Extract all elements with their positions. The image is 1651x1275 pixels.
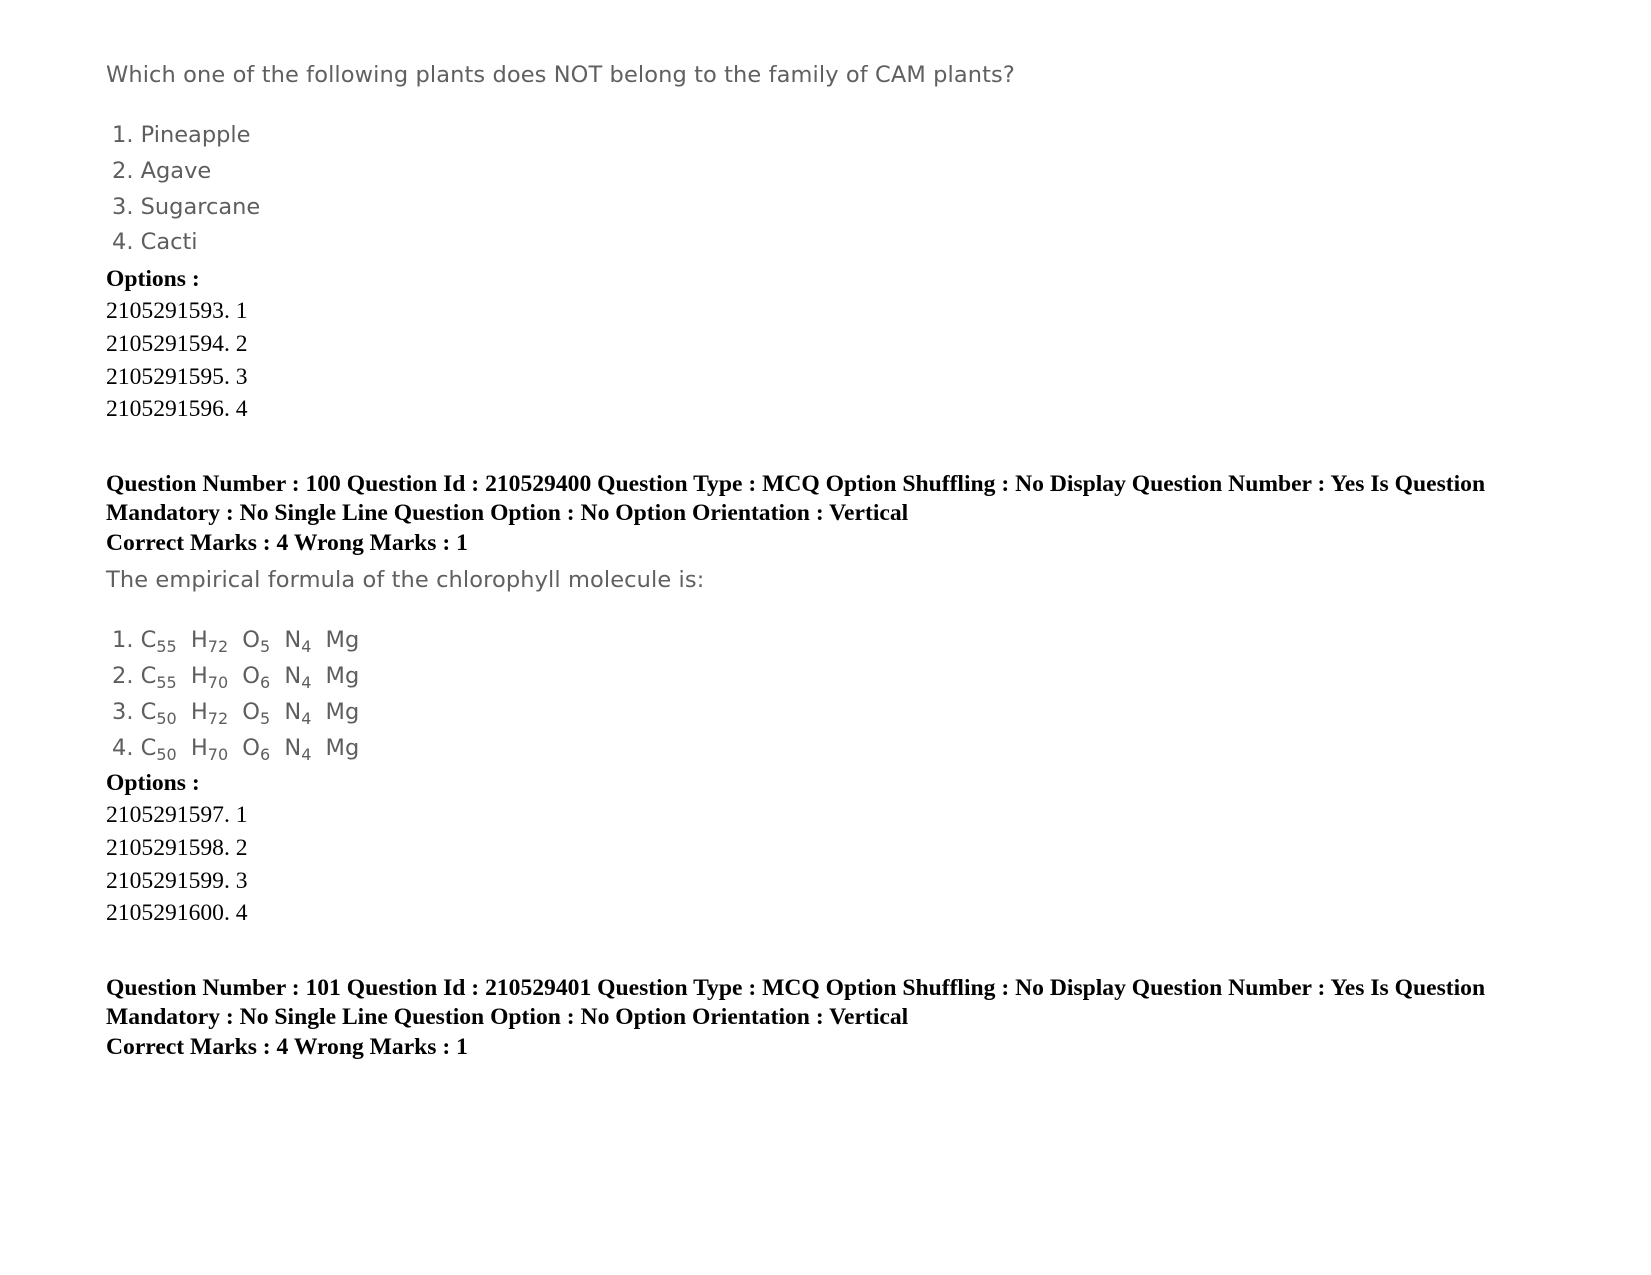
option-id: 2105291597. 1 [106, 802, 248, 828]
formula-magnesium: Mg [325, 735, 360, 761]
answer-choice [112, 663, 360, 692]
formula-carbon: $C_{55}$ [140, 627, 177, 656]
choice-number: 3. [112, 699, 134, 725]
formula-carbon: $C_{50}$ [140, 735, 177, 764]
answer-choice: 3. Sugarcane [112, 194, 261, 220]
formula-nitrogen: $N_4$ [284, 735, 312, 764]
answer-choice [112, 735, 360, 764]
formula-hydrogen: $H_{72}$ [190, 627, 229, 656]
formula-oxygen: $O_5$ [242, 627, 271, 656]
formula-carbon: $C_{50}$ [140, 699, 177, 728]
question-text: Which one of the following plants does NOT belong to the family of CAM plants? [106, 62, 1015, 88]
answer-choice: 4. Cacti [112, 229, 198, 255]
formula-nitrogen: $N_4$ [284, 699, 312, 728]
formula-magnesium: Mg [325, 663, 360, 689]
marks-info: Correct Marks : 4 Wrong Marks : 1 [106, 530, 468, 556]
formula-oxygen: $O_6$ [242, 735, 271, 764]
answer-choice [112, 627, 360, 656]
formula-carbon: $C_{55}$ [140, 663, 177, 692]
choice-number: 2. [112, 663, 134, 689]
question-metadata: Question Number : 100 Question Id : 210529400 Question Type : MCQ Option Shuffling : No Display Question Number : Yes Is Question Mandatory : No Single Line Question Option : No Option Orientation : Vertical [106, 471, 1486, 526]
answer-choice: 1. Pineapple [112, 122, 251, 148]
formula-hydrogen: $H_{72}$ [190, 699, 229, 728]
choice-number: 1. [112, 627, 134, 653]
option-id: 2105291600. 4 [106, 900, 248, 926]
marks-info: Correct Marks : 4 Wrong Marks : 1 [106, 1034, 468, 1060]
options-label: Options : [106, 266, 200, 292]
option-id: 2105291599. 3 [106, 868, 248, 894]
option-id: 2105291596. 4 [106, 396, 248, 422]
option-id: 2105291593. 1 [106, 298, 248, 324]
option-id: 2105291594. 2 [106, 331, 248, 357]
formula-nitrogen: $N_4$ [284, 663, 312, 692]
question-text: The empirical formula of the chlorophyll molecule is: [106, 567, 705, 593]
formula-oxygen: $O_6$ [242, 663, 271, 692]
option-id: 2105291595. 3 [106, 364, 248, 390]
option-id: 2105291598. 2 [106, 835, 248, 861]
question-metadata: Question Number : 101 Question Id : 210529401 Question Type : MCQ Option Shuffling : No Display Question Number : Yes Is Question Mandatory : No Single Line Question Option : No Option Orientation : Vertical [106, 975, 1486, 1030]
answer-choice [112, 699, 360, 728]
formula-magnesium: Mg [325, 699, 360, 725]
formula-oxygen: $O_5$ [242, 699, 271, 728]
formula-hydrogen: $H_{70}$ [190, 735, 229, 764]
options-label: Options : [106, 770, 200, 796]
choice-number: 4. [112, 735, 134, 761]
answer-choice: 2. Agave [112, 158, 212, 184]
formula-magnesium: Mg [325, 627, 360, 653]
formula-hydrogen: $H_{70}$ [190, 663, 229, 692]
formula-nitrogen: $N_4$ [284, 627, 312, 656]
